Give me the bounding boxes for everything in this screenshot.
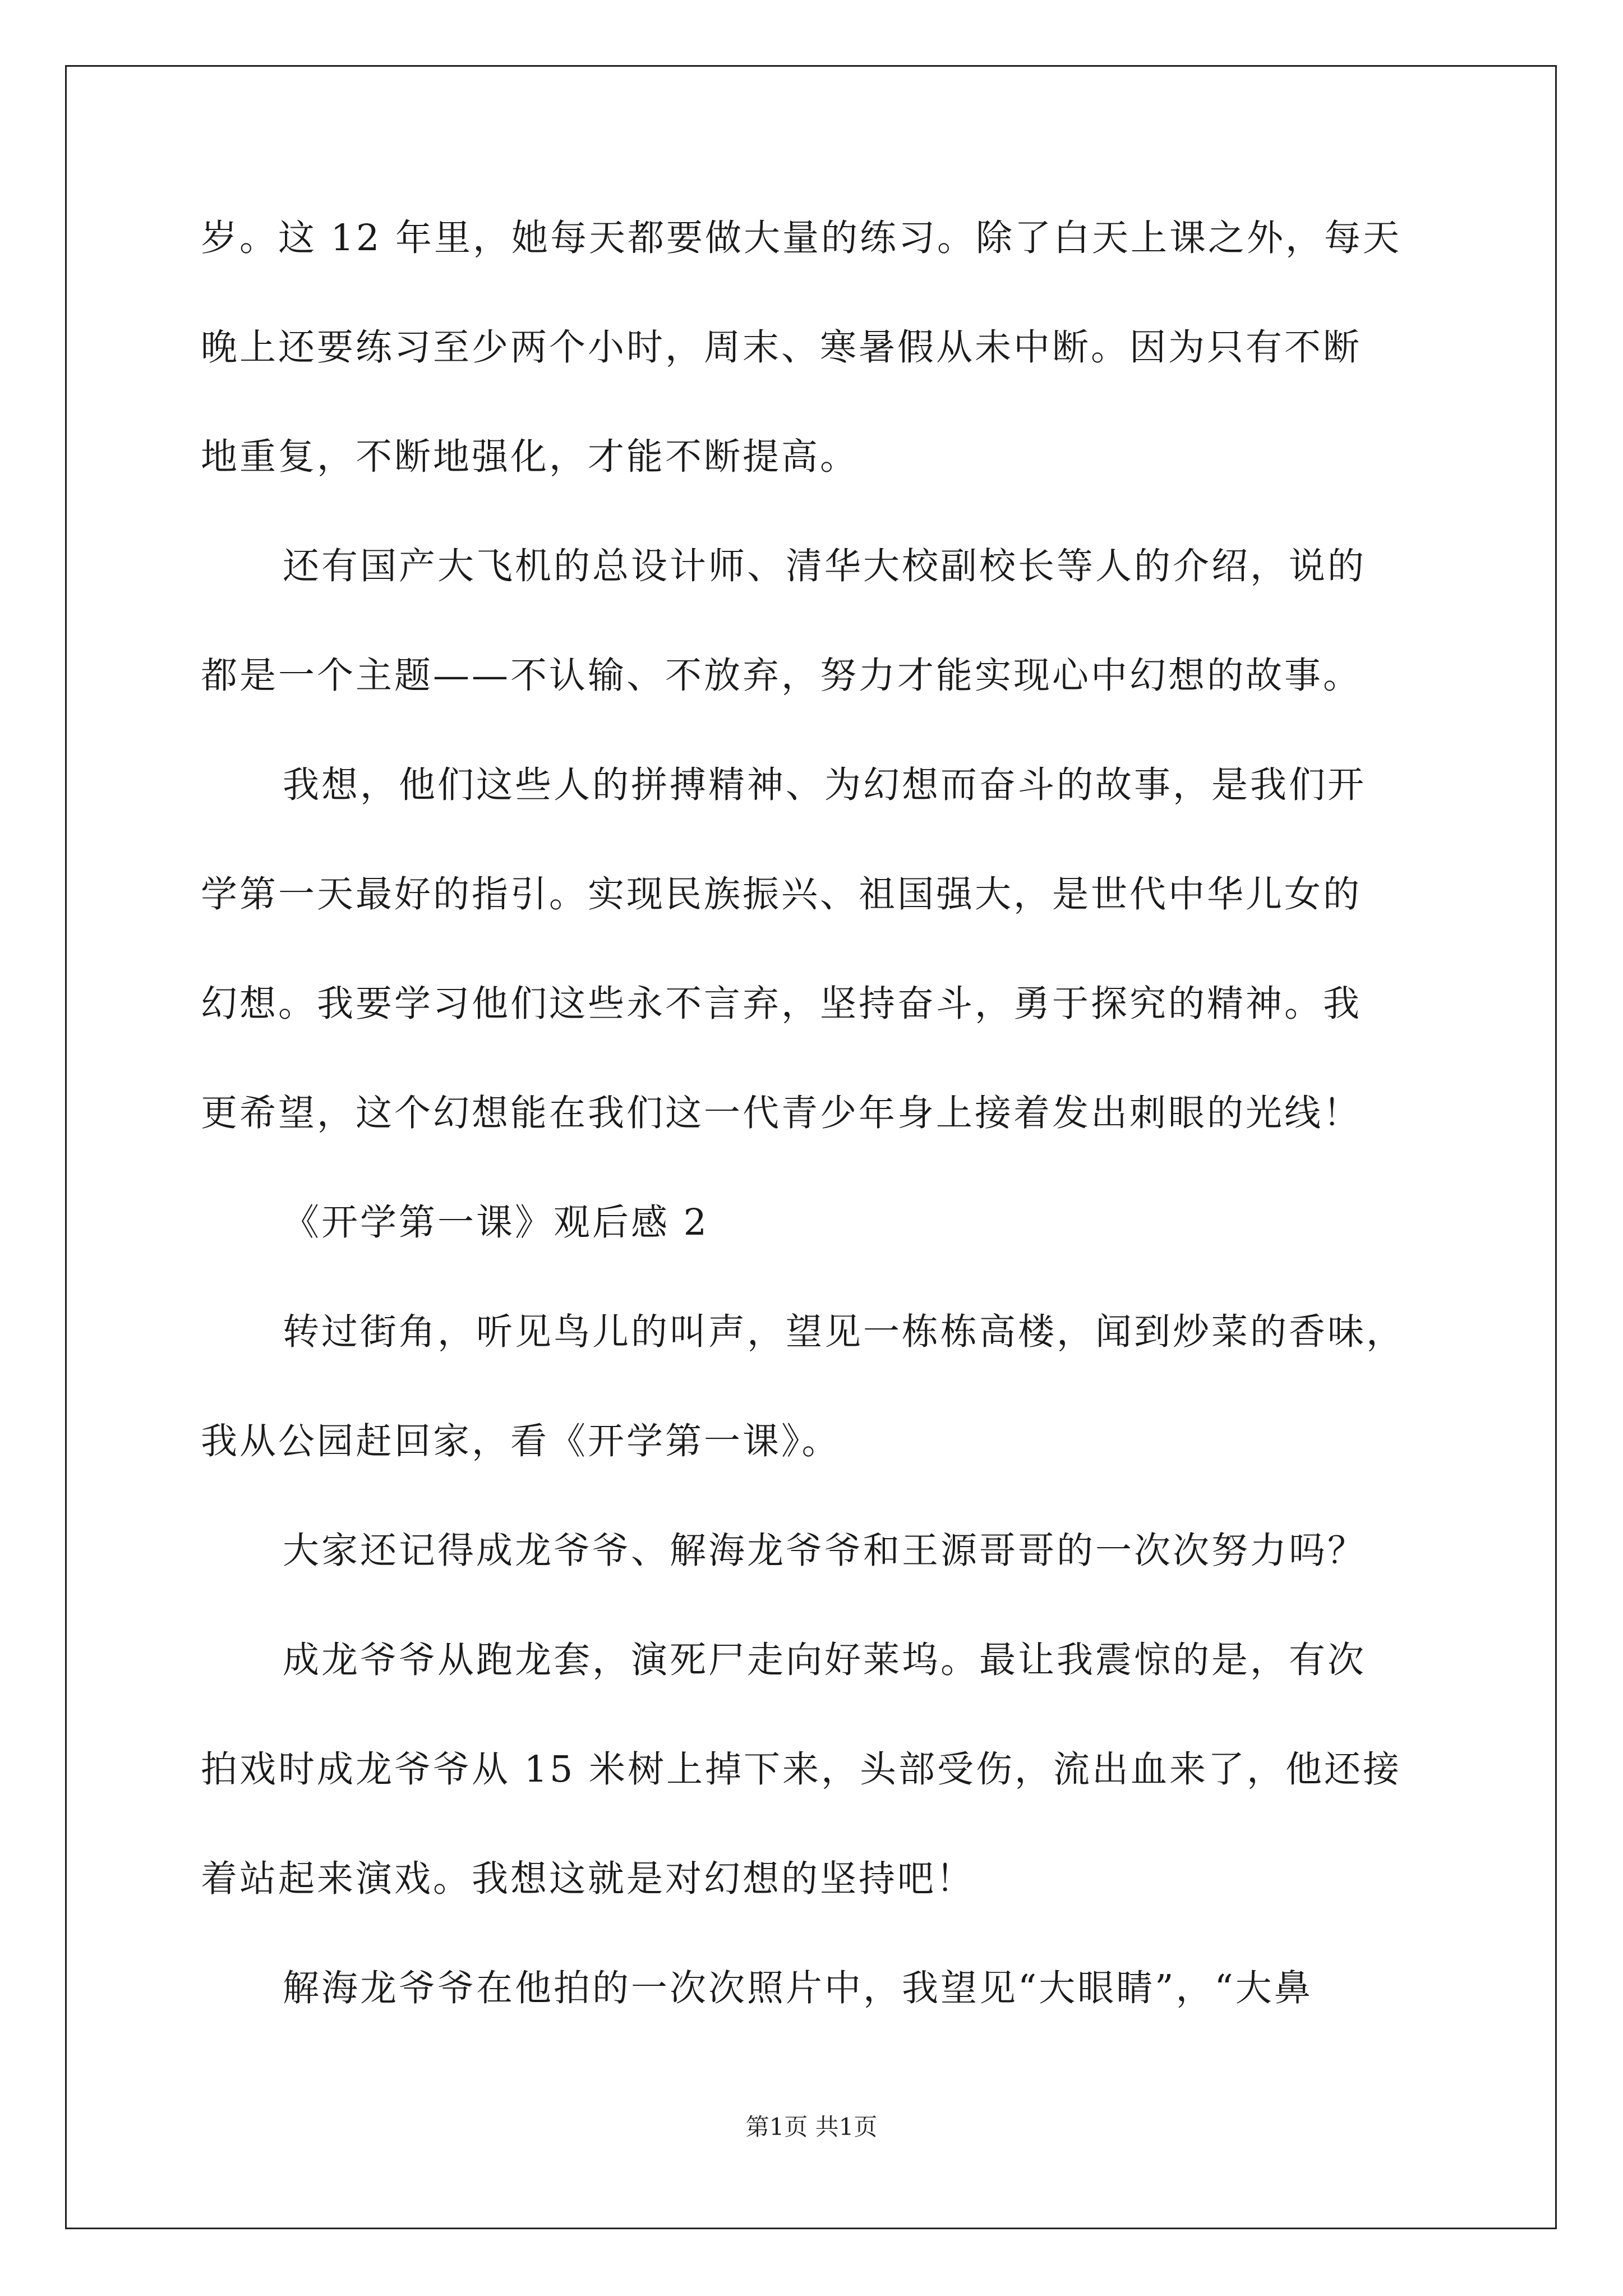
text-line: 还有国产大飞机的总设计师、清华大校副校长等人的介绍，说的 xyxy=(283,545,1367,587)
page-border xyxy=(65,65,1557,2229)
text-line: 学第一天最好的指引。实现民族振兴、祖国强大，是世代中华儿女的 xyxy=(201,873,1362,915)
text-line: 解海龙爷爷在他拍的一次次照片中，我望见“大眼睛”，“大鼻 xyxy=(283,1967,1313,2009)
text-line: 晚上还要练习至少两个小时，周末、寒暑假从未中断。因为只有不断 xyxy=(201,326,1362,369)
text-line: 成龙爷爷从跑龙套，演死尸走向好莱坞。最让我震惊的是，有次 xyxy=(283,1639,1367,1681)
text-line: 我想，他们这些人的拼搏精神、为幻想而奋斗的故事，是我们开 xyxy=(283,764,1367,806)
text-line: 我从公园赶回家，看《开学第一课》。 xyxy=(201,1420,841,1462)
text-line: 地重复，不断地强化，才能不断提高。 xyxy=(201,436,859,478)
text-line: 着站起来演戏。我想这就是对幻想的坚持吧！ xyxy=(201,1858,975,1900)
section-heading: 《开学第一课》观后感 2 xyxy=(283,1202,709,1244)
page-footer: 第1页 共1页 xyxy=(745,2113,878,2141)
text-line: 岁。这 12 年里，她每天都要做大量的练习。除了白天上课之外，每天 xyxy=(201,217,1402,259)
text-line: 大家还记得成龙爷爷、解海龙爷爷和王源哥哥的一次次努力吗？ xyxy=(283,1530,1367,1572)
text-line: 更希望，这个幻想能在我们这一代青少年身上接着发出刺眼的光线！ xyxy=(201,1092,1362,1134)
text-line: 拍戏时成龙爷爷从 15 米树上掉下来，头部受伤，流出血来了，他还接 xyxy=(201,1749,1402,1791)
text-line: 转过街角，听见鸟儿的叫声，望见一栋栋高楼，闻到炒菜的香味， xyxy=(283,1311,1405,1353)
text-line: 幻想。我要学习他们这些永不言弃，坚持奋斗，勇于探究的精神。我 xyxy=(201,983,1362,1025)
text-line: 都是一个主题——不认输、不放弃，努力才能实现心中幻想的故事。 xyxy=(201,655,1362,697)
